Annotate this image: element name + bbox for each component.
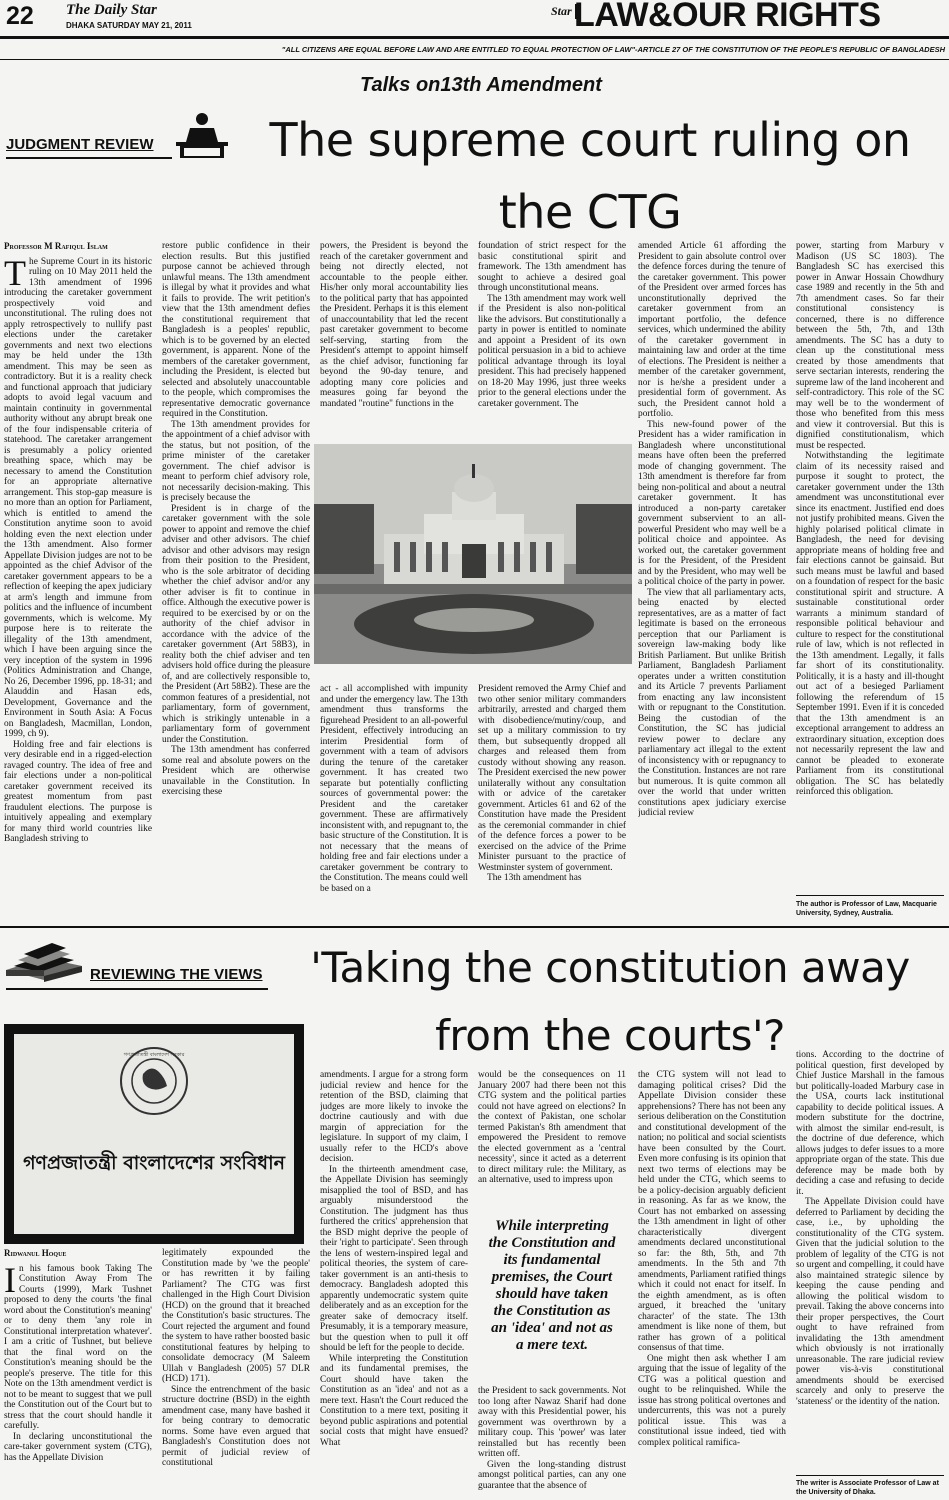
book-title: গণপ্রজাতন্ত্রী বাংলাদেশের সংবিধান <box>23 1152 285 1174</box>
body-paragraph: The 13th amendment has <box>487 873 582 883</box>
body-paragraph: The view that all parliamentary acts, being enacted by elected representatives, are as a matter of fact legitimate is based on the erroneous perception that our Parliament is sovereign law-making body like British Parliament. But unlike British Parliament, Bangladesh Parliament operates under a written constitution and its Article 7 prevents Parliament from enacting any law inconsistent with or repugnant to the Constitution. Being the custodian of the Constitution, the SC has judicial review power to declare any parliamentary act illegal to the extent of inconsistency with or repugnancy to the Constitution. Instances are not rare but numerous. It is quite common all over the world that under written constitutions apex judiciary exercise judicial review <box>638 587 786 818</box>
body-paragraph: President is in charge of the caretaker government with the sole power to appoint and remove the chief adviser and other advisors. The chief advisor and other advisors may resign from their position to the President, who is the sole arbitrator of deciding whether the chief advisor and/or any other adviser is fit to continue in office. Although the executive power is required to be exercised by or on the authority of the chief advisor in accordance with the advice of the caretaker government (Art 58B3), in reality both the chief adviser and ten advisers hold office during the pleasure of, and are collectively responsible to, the President (Art 58B2). These are the common features of a presidential, not parliamentary, form of government, which is strikingly untenable in a parliamentary form of government under the Constitution. <box>162 503 310 745</box>
supreme-court-photo <box>314 444 632 664</box>
body-paragraph: Holding free and fair elections is very desirable end in a rigged-election ravaged country. The idea of free and fair elections under a non-political caretaker government received its greatest momentum from past fraudulent elections. The purpose is intuitively appealing and exemplary for many third world countries like Bangladesh striving to <box>4 739 152 844</box>
body-paragraph: In his famous book Taking The Constitution Away From The Courts (1999), Mark Tushnet proposed to deny the courts 'the final word about the Constitution's meaning' or to deny them 'any role in Constitutional interpretation whatever'. I am a critic of Tushnet, but believe that the final word on the Constitution's meaning should be the people's preserve. The title for this Note on the 13th amendment verdict is not to be meant to suggest that we pull the Constitution out of the Court but to stress that the court should handle it carefully. <box>4 1259 152 1431</box>
article-kicker: Talks on13th Amendment <box>360 74 602 96</box>
body-paragraph: amended Article 61 affording the President to gain absolute control over the defence forces during the tenure of the caretaker government. This power of the President over armed forces has unconstitutionally deprived the caretaker government from an important portfolio, the defence services, which undermined the ability of the caretaker government in maintaining law and order at the time of elections. The President is neither a member of the caretaker government, nor is he/she a president under a presidential form of government. As such, the President cannot hold a portfolio. <box>638 241 786 419</box>
star-logo: Star <box>551 4 577 19</box>
body-paragraph: legitimately expounded the Constitution made by 'we the people' or has rewritten it by failing Parliament? The CTG was first challenged in the High Court Division (HCD) on the ground that it breached the Constitution's basic structures. The Court rejected the argument and found the system to have rather boosted basic constitutional features by helping to consolidate democracy (M Saleem Ullah v Bangladesh (2005) 57 DLR (HCD) 171). <box>162 1248 310 1384</box>
article-headline: The supreme court ruling on the CTG <box>269 113 911 239</box>
body-paragraph: President removed the Army Chief and two other senior military commanders arbitrarily, arrested and charged them with disobedience/mutiny/coup, and set up a military commission to try them, but subsequently dropped all charges and released them from custody without showing any reason. The President exercised the new power unilaterally without any consultation with or advice of the caretaker government. Articles 61 and 62 of the Constitution have made the President as the ceremonial commander in chief of the defence forces a power to be exercised on the advice of the Prime Minister pursuant to the practice of Westminster system of government. <box>478 684 626 873</box>
body-paragraph: While interpreting the Constitution and its fundamental premises, the Court should have taken the Constitution as an 'idea' and not as a mere text. Hasn't the Court reduced the Constitution to a mere text, positing it beyond public aspirations and potential social costs that might have ensued? What <box>320 1353 468 1448</box>
article2-column-3 <box>320 1070 468 1498</box>
body-paragraph: Given the long-standing distrust amongst political parties, can any one guarantee that the absence of <box>478 1459 626 1491</box>
body-paragraph: The 13th amendment may work well if the President is also non-political like the advisors. But constitutionally a party in power is entitled to nominate and appoint a President of its own political persuasion in a bid to achieve political advantage through its loyal president. This had precisely happened on 18-20 May 1996, just three weeks prior to the general elections under the caretaker government. The <box>478 293 626 409</box>
article2-column-5 <box>638 1070 786 1498</box>
drop-cap: I <box>4 1259 16 1300</box>
body-paragraph: foundation of strict respect for the basic constitutional spirit and framework. The 13th amendment has sought to achieve a desired goal through unconstitutional means. <box>478 241 626 293</box>
books-icon <box>4 940 84 986</box>
body-paragraph: act - all accomplished with impunity and under the emergency law. The 13th amendment thus transforms the figurehead President to an all-powerful President, effectively introducing an interim Presidential form of government with a team of advisors during the tenure of the caretaker government. It has created two separate but potentially conflicting sources of governmental power: the President and the caretaker government. These are affirmatively inconsistent with, and repugnant to, the basic structure of the Constitution. It is not necessary that the means of holding free and fair elections under a caretaker government be contrary to the Constitution. The means could well be based on a <box>320 684 468 894</box>
seal-text: গণপ্রজাতন্ত্রী বাংলাদেশ সরকার <box>123 1052 185 1058</box>
article2-column-6 <box>796 1050 944 1468</box>
body-paragraph: The Appellate Division could have deferred to Parliament by deciding the case, i.e., by upholding the constitutionality of the CTG system. Given that the judicial solution to the problem of legality of the CTG is not so urgent and compelling, it could have also maintained strategic silence by keeping the cause pending and allowing the political wisdom to prevail. Taking the above concerns into their proper perspectives, the Court ought to have refrained from invalidating the 13th amendment which obviously is not irrationally unreasonable. The rare judicial review power vis-à-vis constitutional amendments should be exercised scarcely and only to preserve the 'stateness' or the identity of the nation. <box>796 1197 944 1407</box>
article1-column-3-top <box>320 241 468 437</box>
body-paragraph: amendments. I argue for a strong form judicial review and hence for the retention of the BSD, claiming that judges are more likely to invoke the doctrine cautiously and with due margin of appreciation for the legislature. In support of my claim, I usually refer to the HCD's above decision. <box>320 1070 468 1164</box>
dateline: DHAKA SATURDAY MAY 21, 2011 <box>66 21 192 30</box>
body-paragraph: One might then ask whether I am arguing that the issue of legality of the CTG was a political question and ought to be relinquished. While the issue has strong political overtones and undercurrents, this was not a purely political issue. This was a constitutional issue indeed, tied with complex political ramifica- <box>638 1353 786 1448</box>
body-paragraph: powers, the President is beyond the reach of the caretaker government and being not directly elected, not accountable to the people either. His/her only moral accountability lies to the political party that has appointed the President. Perhaps it is this element of unaccountability that led the recent past caretaker government to become self-serving, starting from the President's attempt to appoint himself as the chief advisor, functioning far beyond the 90-day tenure, and adopting many core policies and measures going far beyond the mandated "routine" functions in the <box>320 241 468 409</box>
page-number: 22 <box>6 2 34 30</box>
label-rule <box>6 988 268 990</box>
article2-column-4-top <box>478 1070 626 1206</box>
section-label-judgment-review: JUDGMENT REVIEW <box>6 136 154 153</box>
article1-column-5 <box>638 241 786 921</box>
article1-column-2 <box>162 241 310 921</box>
government-seal <box>119 1046 189 1116</box>
article1-column-4-bottom <box>478 684 626 920</box>
body-paragraph: The 13th amendment provides for the appointment of a chief advisor with the status, but not position, of the prime minister of the caretaker government. The chief advisor is meant to perform chief advisory role, not necessarily decision-making. This is precisely because the <box>162 419 310 503</box>
article1-column-3-bottom <box>320 684 468 920</box>
article1-column-6 <box>796 241 944 889</box>
section-title: LAW&OUR RIGHTS <box>574 0 881 34</box>
body-paragraph: power, starting from Marbury v Madison (US SC 1803). The Bangladesh SC has exercised this power in Anwar Hossain Chowdhury case 1989 and recently in the 5th and 7th amendment cases. So far their constitutional consistency is concerned, there is no difference between the 5th, 7th, and 13th amendments. The SC has a duty to clean up the constitutional mess created by those amendments that serve sectarian interests, rendering the supreme law of the land incoherent and self-contradictory. This role of the SC may well be to the wonderment of those who benefited from this mess and view it controversial. But this is dignified constitutionalism, which must be respected. <box>796 241 944 451</box>
article-separator <box>0 926 949 928</box>
body-paragraph: The 13th amendment has conferred some real and absolute powers on the President which are otherwise unavailable in the Constitution. In exercising these <box>162 745 310 797</box>
body-paragraph: In the thirteenth amendment case, the Appellate Division has seemingly misapplied the tool of BSD, and has arguably misunderstood the Constitution. The judgment has thus furthered the critics' apprehension that the BSD might deprive the people of their 'right to participate'. Seen through the lens of western-inspired legal and political theories, the system of care-taker government is an anti-thesis to democracy. Bangladesh adopted this apparently undemocratic system quite deliberately and as an exception for the greater sake of democracy itself. Presumably, it is a temporary measure, but the question when to pull it off should be left for the people to decide. <box>320 1164 468 1353</box>
masthead-rule <box>0 36 949 39</box>
article2-column-4-bottom <box>478 1386 626 1498</box>
label-rule <box>6 157 172 159</box>
constitution-quote: "ALL CITIZENS ARE EQUAL BEFORE LAW AND ARE ENTITLED TO EQUAL PROTECTION OF LAW"-ARTICLE 27 OF THE CONSTITUTION OF THE PEOPLE'S REPUBLIC OF BANGLADESH <box>281 45 945 54</box>
article1-column-4-top <box>478 241 626 437</box>
body-paragraph: This new-found power of the President has a wider ramification in Bangladesh where unconstitutional means have often been the preferred mode of changing government. The 13th amendment is therefore far from being non-political and about a neutral caretaker government. It has introduced a non-party caretaker government subservient to an all-powerful President who may well be a political choice and appointee. As worked out, the caretaker government is for the President, of the President and by the President, who may well be a political choice of the party in power. <box>638 419 786 587</box>
body-paragraph: the President to sack governments. Not too long after Nawaz Sharif had done away with this Presidential power, his government was overthrown by a military coup. This 'power' was later reinstalled but has recently been written off. <box>478 1386 626 1459</box>
body-paragraph: The Supreme Court in its historic ruling on 10 May 2011 held the 13th amendment of 1996 introducing the caretaker government prospectively void and unconstitutional. The ruling does not apply retrospectively to nullify past elections under the caretaker governments and next two elections may be held under the 13th amendment. This may be seen as contradictory. But it is a reality check and functional approach that judiciary adopts to avoid legal vacuum and maintain continuity in governmental authority without any abrupt break one of the four indispensable criteria of statehood. The caretaker arrangement is presumably a policy oriented breathing space, which may be necessary to amend the Constitution for an appropriate alternative arrangement. This stop-gap measure is no more than an option for Parliament, which is entitled to amend the Constitution anytime soon to avoid holding even the next election under the 13th amendment. Also former Appellate Division judges are not to be appointed as the chief Advisor of the caretaker government appears to be a reflection of keeping the apex judiciary at arm's length and immune from politics and the influence of incumbent governments, which is welcome. My purpose here is to reiterate the illegality of the 13th amendment, which I have been arguing since the very inception of the system in 1996 (Politics Administration and Change, No 26, December 1996, pp. 18-31; and Alauddin and Hasan eds, Development, Governance and the Environment in South Asia: A Focus on Bangladesh, Macmillan, London, 1999, ch 9). <box>4 252 152 739</box>
body-paragraph: tions. According to the doctrine of political question, first developed by Chief Justice Marshall in the famous but politically-loaded Marbury case in the USA, courts lack institutional capability to decide political issues. A modern substitute for the doctrine, with almost the similar end-result, is the doctrine of due deference, which allows judges to defer issues to a more appropriate organ of the state. This due deference may be made both by deciding a case and refusing to decide it. <box>796 1050 944 1197</box>
section-label-reviewing-the-views: REVIEWING THE VIEWS <box>90 966 263 983</box>
author-note: The writer is Associate Professor of Law at the University of Dhaka. <box>796 1480 939 1496</box>
author-note: The author is Professor of Law, Macquarie University, Sydney, Australia. <box>796 901 937 917</box>
article2-column-2 <box>162 1248 310 1498</box>
article1-column-1 <box>4 241 152 921</box>
judge-icon <box>172 110 232 158</box>
article-headline: 'Taking the constitution away from the courts'? <box>310 943 910 1060</box>
author-note-rule <box>796 1475 944 1476</box>
author-note-rule <box>796 895 944 896</box>
quote-rule <box>0 59 949 60</box>
byline: Ridwanul Hoque <box>4 1248 67 1258</box>
article2-column-1 <box>4 1248 152 1498</box>
body-paragraph: Notwithstanding the legitimate claim of its necessity raised and purpose it sought to protect, the caretaker government under the 13th amendment was unconstitutional ever since its enactment. Justified end does not justify prohibited means. Given the highly polarised political climate in Bangladesh, the need for devising appropriate means of holding free and fair elections cannot be gainsaid. But such means must be lawful and based on a foundation of respect for the basic constitutional spirit and structure. A sustainable constitutional order warrants a minimum standard of responsible political behaviour and culture to respect for the constitutional rule of law, which is not reflected in the 13th amendment. Legally, it falls far short of its constitutionality. Politically, it is a hasty and ill-thought out act of a besieged Parliament following the referendum of 15 September 1991. Even if it is conceded that the 13th amendment is an exceptional arrangement to address an extraordinary situation, exception does not necessarily represent the law and cannot be pleaded to exonerate Parliament from its constitutional obligation. The SC has belatedly reinforced this obligation. <box>796 451 944 797</box>
body-paragraph: the CTG system will not lead to damaging political crises? Did the Appellate Division consider these apprehensions? There has not been any serious deliberation on the Constitution and constitutional development of the nation; no political and social scientists have been consulted by the Court. Even more confusing is its opinion that next two terms of elections may be held under the CTG, which seems to be a policy-decision arguably deficient in reasoning. As far as we know, the Court has not embarked on assessing the 13th amendment in light of other characteristically divergent amendments declared unconstitutional so far: the 8th, 5th, and 7th amendments. In the 5th and 7th amendments, Parliament ratified things which it could not enact for itself. In the eighth amendment, as is often argued, it breached the 'unitary character' of the state. The 13th amendment is like none of them, but rather has grown of a political consensus of that time. <box>638 1070 786 1353</box>
constitution-book-image <box>4 1024 304 1244</box>
paper-name: The Daily Star <box>66 2 157 18</box>
body-paragraph: would be the consequences on 11 January 2007 had there been not this CTG system and the political parties could not have agreed on elections? In the context of Pakistan, one scholar termed Pakistan's 8th amendment that empowered the President to remove the elected government as a 'central necessity', since it acted as a deterrent to direct military rule: the Military, as an alternative, used to impress upon <box>478 1070 626 1185</box>
body-paragraph: In declaring unconstitutional the care-taker government system (CTG), has the Appellate Division <box>4 1431 152 1463</box>
body-paragraph: restore public confidence in their election results. But this justified purpose cannot be achieved through unlawful means. The 13th amendment is illegal by what it provides and what it fails to provide. The writ petition's view that the 13th amendment defies the constitutional requirement that Bangladesh is a peoples' republic, which is to be governed by an elected government, is apparent. None of the members of the caretaker government, including the President, is elected but selected and absolutely unaccountable to the people, which compromises the representative democratic governance required in the Constitution. <box>162 241 310 419</box>
body-paragraph: Since the entrenchment of the basic structure doctrine (BSD) in the eighth amendment case, many have bashed it for being contrary to democratic norms. Some have even argued that Bangladesh's Constitution does not permit of judicial review of constitutional <box>162 1384 310 1468</box>
drop-cap: T <box>4 252 26 293</box>
pull-quote: While interpreting the Constitution and its fundamental premises, the Court should have taken the Constitution as an 'idea' and not as a mere text. <box>488 1218 616 1353</box>
byline: Professor M Rafiqul Islam <box>4 241 108 251</box>
